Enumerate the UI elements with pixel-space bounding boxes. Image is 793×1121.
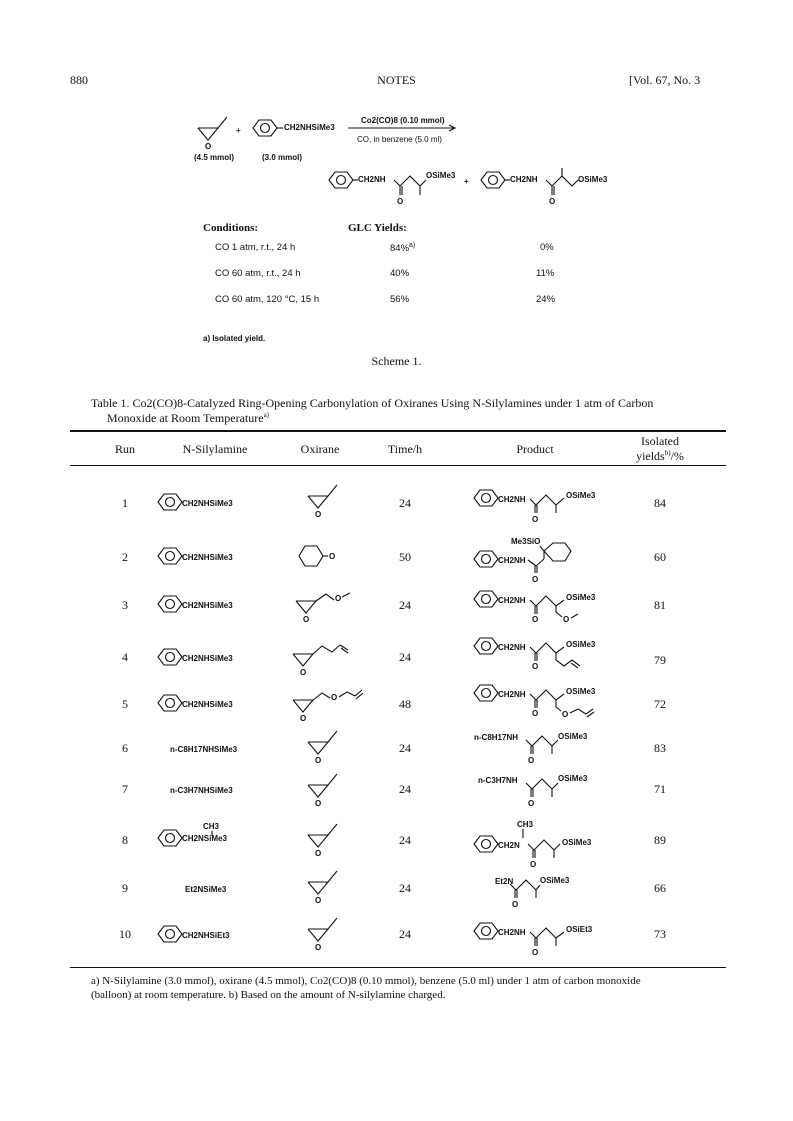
yield-2: 60: [654, 550, 666, 564]
run-7: 7: [122, 782, 128, 796]
svg-text:O: O: [562, 710, 569, 719]
time-8: 24: [399, 833, 411, 847]
product-4-amine: CH2NH: [498, 643, 526, 652]
benzene-ring-amine-4: [158, 649, 182, 665]
plus-sign: +: [464, 177, 469, 186]
svg-text:O: O: [331, 693, 338, 702]
yield-3a: 56%: [390, 294, 410, 305]
yield-3b: 24%: [536, 294, 556, 305]
scheme-footnote: a) Isolated yield.: [203, 334, 266, 343]
product-4-label: OSiMe3: [566, 640, 596, 649]
benzene-ring-amine-8: [158, 830, 212, 846]
amine-6: n-C8H17NHSiMe3: [170, 745, 238, 754]
amine-1: CH2NHSiMe3: [182, 499, 233, 508]
svg-text:O: O: [512, 900, 519, 909]
conditions-header: Conditions:: [203, 222, 259, 234]
volume-info: [Vol. 67, No. 3: [629, 73, 701, 87]
benzene-ring-amine-5: [158, 695, 182, 711]
time-7: 24: [399, 782, 411, 796]
scheme-amine-label: CH2NHSiMe3: [284, 123, 335, 132]
scheme-arrow-top: Co2(CO)8 (0.10 mmol): [361, 116, 445, 125]
glc-yields-header: GLC Yields:: [348, 222, 407, 234]
oxirane-cyclohexene-2: [299, 546, 335, 566]
oxirane-propylene-7: [308, 774, 337, 808]
time-10: 24: [399, 927, 411, 941]
svg-text:O: O: [532, 575, 539, 584]
scheme-arrow-bottom: CO, in benzene (5.0 ml): [357, 135, 442, 144]
svg-text:O: O: [530, 860, 537, 869]
run-9: 9: [122, 881, 128, 895]
yield-9: 66: [654, 881, 666, 895]
svg-text:O: O: [315, 849, 322, 858]
yield-6: 83: [654, 741, 666, 755]
svg-text:O: O: [300, 668, 307, 677]
scheme-oxirane-amount: (4.5 mmol): [194, 153, 235, 162]
running-head: NOTES: [377, 73, 416, 87]
product-1-label: OSiMe3: [566, 491, 596, 500]
time-3: 24: [399, 598, 411, 612]
svg-text:O: O: [532, 709, 539, 718]
amine-2: CH2NHSiMe3: [182, 553, 233, 562]
yield-1a: 84%$^{a)}$: [390, 242, 416, 255]
oxirane-propylene-9: [308, 871, 337, 905]
amine-10: CH2NHSiEt3: [182, 931, 230, 940]
yield-2a: 40%: [390, 268, 410, 279]
oxirane-propylene-1: [308, 485, 337, 519]
time-4: 24: [399, 650, 411, 664]
product-8-label: OSiMe3: [562, 838, 592, 847]
yield-7: 71: [654, 782, 666, 796]
amine-4: CH2NHSiMe3: [182, 654, 233, 663]
oxirane-propylene-8: [308, 824, 337, 858]
amine-9: Et2NSiMe3: [185, 885, 227, 894]
product-7-label: OSiMe3: [558, 774, 588, 783]
yield-10: 73: [654, 927, 666, 941]
scheme-product1-label: OSiMe3: [426, 171, 456, 180]
col-header-product: Product: [516, 442, 554, 456]
product-7-structure: [526, 779, 558, 808]
svg-text:O: O: [315, 756, 322, 765]
svg-text:O: O: [335, 594, 342, 603]
product-3-label: OSiMe3: [566, 593, 596, 602]
condition-3: CO 60 atm, 120 °C, 15 h: [215, 294, 320, 305]
benzene-ring-amine-3: [158, 596, 182, 612]
condition-1: CO 1 atm, r.t., 24 h: [215, 242, 296, 253]
svg-text:O: O: [303, 615, 310, 624]
product-8-methyl: CH3: [517, 820, 534, 829]
svg-text:O: O: [315, 896, 322, 905]
oxirane-propylene-6: [308, 731, 337, 765]
yield-4: 79: [654, 653, 666, 667]
svg-text:O: O: [329, 552, 336, 561]
svg-text:O: O: [532, 662, 539, 671]
run-8: 8: [122, 833, 128, 847]
time-2: 50: [399, 550, 411, 564]
oxirane-butenyl-4: [293, 645, 348, 677]
col-header-silylamine: N-Silylamine: [182, 442, 248, 456]
oxirane-propylene-10: [308, 918, 337, 952]
table-caption-line1: Table 1. Co2(CO)8-Catalyzed Ring-Opening Carbonylation of Oxiranes Using N-Silylamines under 1 atm of Carbon: [91, 396, 654, 410]
svg-text:O: O: [532, 615, 539, 624]
scheme-product2-amine: CH2NH: [510, 175, 538, 184]
col-header-run: Run: [114, 442, 135, 456]
scheme-product1-amine: CH2NH: [358, 175, 386, 184]
yield-2b: 11%: [536, 268, 555, 279]
product-9-structure: [510, 880, 540, 909]
scheme-product2-label: OSiMe3: [578, 175, 608, 184]
svg-text:O: O: [300, 714, 307, 723]
plus-sign: +: [236, 126, 241, 135]
yield-1b: 0%: [540, 242, 554, 253]
page-number: 880: [70, 73, 88, 87]
amine-8: CH2NSiMe3: [182, 834, 227, 843]
time-9: 24: [399, 881, 411, 895]
product-4-structure: [474, 638, 580, 671]
scheme-caption: Scheme 1.: [371, 354, 422, 368]
product-6-structure: [526, 736, 558, 765]
col-header-time: Time/h: [387, 442, 423, 456]
amine-3: CH2NHSiMe3: [182, 601, 233, 610]
condition-2: CO 60 atm, r.t., 24 h: [215, 268, 301, 279]
svg-text:O: O: [315, 510, 322, 519]
svg-text:O: O: [563, 615, 570, 624]
amine-5: CH2NHSiMe3: [182, 700, 233, 709]
product-2-structure: [474, 543, 571, 584]
col-header-oxirane: Oxirane: [300, 442, 340, 456]
product-2-amine: CH2NH: [498, 556, 526, 565]
product-1-structure: [474, 490, 564, 524]
product-9-amine: Et2N: [495, 877, 514, 886]
oxirane-ether-3: [296, 593, 350, 624]
product-6-amine: n-C8H17NH: [474, 733, 519, 742]
product-8-structure: [474, 829, 560, 869]
time-1: 24: [399, 496, 411, 510]
product-6-label: OSiMe3: [558, 732, 588, 741]
yield-1: 84: [654, 496, 666, 510]
run-3: 3: [122, 598, 128, 612]
product-10-structure: [474, 923, 564, 957]
svg-text:O: O: [315, 799, 322, 808]
product-10-amine: CH2NH: [498, 928, 526, 937]
amine-7: n-C3H7NHSiMe3: [170, 786, 233, 795]
yield-3: 81: [654, 598, 666, 612]
product-3-amine: CH2NH: [498, 596, 526, 605]
product-3-structure: [474, 591, 578, 624]
run-4: 4: [122, 650, 128, 664]
run-2: 2: [122, 550, 128, 564]
time-6: 24: [399, 741, 411, 755]
run-5: 5: [122, 697, 128, 711]
table-footnote-line1: a) N-Silylamine (3.0 mmol), oxirane (4.5 mmol), Co2(CO)8 (0.10 mmol), benzene (5.0 ml) under 1 atm of carbon monoxide: [91, 975, 641, 987]
scheme-amine-amount: (3.0 mmol): [262, 153, 303, 162]
product-10-label: OSiEt3: [566, 925, 593, 934]
run-1: 1: [122, 496, 128, 510]
svg-text:O: O: [315, 943, 322, 952]
svg-text:O: O: [528, 756, 535, 765]
yield-8: 89: [654, 833, 666, 847]
oxirane-allylether-5: [293, 690, 363, 723]
product-8-amine: CH2N: [498, 841, 520, 850]
product-5-structure: [474, 685, 594, 719]
yield-5: 72: [654, 697, 666, 711]
product-1-amine: CH2NH: [498, 495, 526, 504]
table-caption-line2: Monoxide at Room Temperature$^{a)}$: [107, 411, 270, 425]
product-5-label: OSiMe3: [566, 687, 596, 696]
benzene-ring-amine-10: [158, 926, 182, 942]
product-7-amine: n-C3H7NH: [478, 776, 518, 785]
svg-text:O: O: [528, 799, 535, 808]
product-9-label: OSiMe3: [540, 876, 570, 885]
svg-text:O: O: [205, 142, 212, 151]
product-5-amine: CH2NH: [498, 690, 526, 699]
table-footnote-line2: (balloon) at room temperature. b) Based on the amount of N-silylamine charged.: [91, 989, 446, 1001]
run-10: 10: [119, 927, 131, 941]
run-6: 6: [122, 741, 128, 755]
benzene-ring-amine-1: [158, 494, 182, 510]
svg-text:O: O: [532, 515, 539, 524]
time-5: 48: [399, 697, 411, 711]
svg-text:O: O: [397, 197, 404, 206]
benzene-ring-amine-2: [158, 548, 182, 564]
col-header-yield: Isolated yields$^{b)}$/%: [636, 434, 684, 463]
amine-8-methyl: CH3: [203, 822, 220, 831]
product-2-label: Me3SiO: [511, 537, 541, 546]
svg-text:O: O: [532, 948, 539, 957]
svg-text:O: O: [549, 197, 556, 206]
